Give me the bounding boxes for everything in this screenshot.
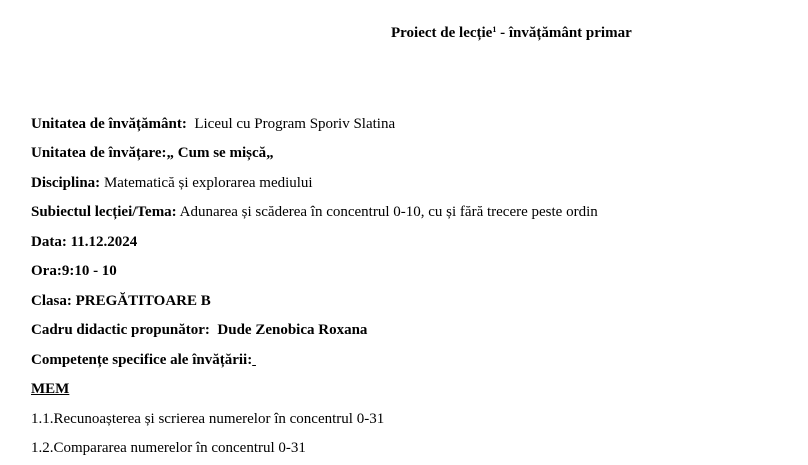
disciplina-label: Disciplina: — [31, 175, 101, 191]
unitate-value: Liceul cu Program Sporiv Slatina — [186, 116, 396, 132]
disciplina-line — [31, 174, 313, 192]
competente-line — [31, 351, 256, 369]
data-line: Data: 11.12.2024 — [31, 234, 138, 250]
subiect-value: Adunarea și scăderea în concentrul 0-10, cu și fără trecere peste ordin — [176, 204, 598, 220]
title-rest: - învățământ primar — [496, 25, 632, 41]
title-text: Proiect de lecție — [391, 25, 493, 41]
competenta-item: 1.2.Compararea numerelor în concentrul 0-31 — [31, 440, 306, 456]
subiect-line — [31, 203, 598, 221]
subiect-label: Subiectul lecției/Tema: — [31, 204, 177, 220]
clasa-line: Clasa: PREGĂTITOARE B — [31, 293, 211, 309]
competente-label: Competențe specifice ale învățării: — [31, 352, 253, 368]
disciplina-value: Matematică și explorarea mediului — [100, 175, 313, 191]
unitate-label: Unitatea de învățământ: — [31, 116, 187, 132]
footnote-mark: 1 — [492, 25, 497, 34]
cadru-didactic-line: Cadru didactic propunător: Dude Zenobica Roxana — [31, 322, 368, 338]
competenta-item: 1.1.Recunoașterea și scrierea numerelor în concentrul 0-31 — [31, 411, 385, 427]
unitate-invatamant-line — [31, 115, 395, 133]
unitate-invatare-line: Unitatea de învățare:„ Cum se mișcă„ — [31, 145, 274, 161]
document-title — [391, 25, 632, 42]
ora-line: Ora:9:10 - 10 — [31, 263, 117, 279]
competente-underline-space — [252, 352, 256, 368]
mem-heading: MEM — [31, 381, 70, 397]
